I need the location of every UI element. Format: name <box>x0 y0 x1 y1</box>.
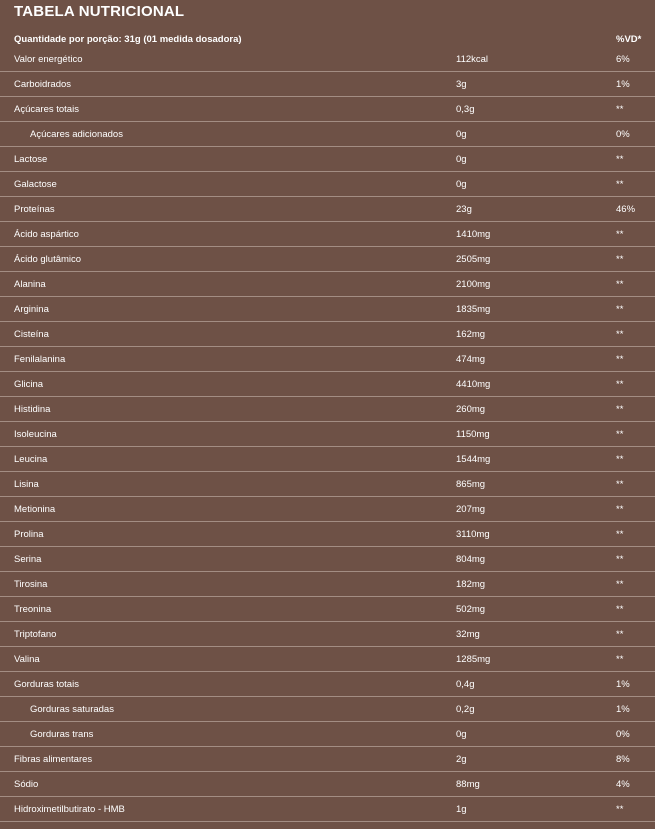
nutrient-name: Leucina <box>14 454 48 465</box>
table-row <box>0 472 655 497</box>
nutrient-daily-value: ** <box>616 304 624 315</box>
nutrient-name: Proteínas <box>14 204 55 215</box>
nutrient-amount: 502mg <box>456 604 486 615</box>
table-title: TABELA NUTRICIONAL <box>14 3 185 20</box>
table-row <box>0 172 655 197</box>
nutrient-daily-value: ** <box>616 254 624 265</box>
table-row <box>0 322 655 347</box>
nutrient-daily-value: ** <box>616 479 624 490</box>
nutrient-name: Histidina <box>14 404 51 415</box>
table-row <box>0 397 655 422</box>
nutrient-daily-value: 8% <box>616 754 630 765</box>
nutrient-amount: 0,4g <box>456 679 475 690</box>
table-row <box>0 597 655 622</box>
nutrient-amount: 112kcal <box>456 54 489 65</box>
table-row <box>0 347 655 372</box>
daily-value-header: %VD* <box>616 34 642 45</box>
nutrient-name: Alanina <box>14 279 46 290</box>
table-row <box>0 522 655 547</box>
serving-size-label: Quantidade por porção: 31g (01 medida dosadora) <box>14 34 242 45</box>
table-row <box>0 772 655 797</box>
nutrient-name: Glicina <box>14 379 44 390</box>
nutrient-daily-value: 1% <box>616 79 630 90</box>
nutrient-daily-value: 4% <box>616 779 630 790</box>
nutrient-name: Cisteína <box>14 329 49 340</box>
nutrient-amount: 1285mg <box>456 654 491 665</box>
nutrient-name: Metionina <box>14 504 56 515</box>
nutrient-daily-value: ** <box>616 229 624 240</box>
nutrient-amount: 1410mg <box>456 229 491 240</box>
nutrient-daily-value: ** <box>616 154 624 165</box>
nutrient-daily-value: ** <box>616 279 624 290</box>
table-row <box>0 47 655 72</box>
nutrient-daily-value: 1% <box>616 679 630 690</box>
nutrient-name: Ácido glutâmico <box>14 254 82 265</box>
nutrient-name: Prolina <box>14 529 44 540</box>
nutrient-daily-value: 0% <box>616 729 630 740</box>
nutrient-daily-value: ** <box>616 804 624 815</box>
table-row <box>0 547 655 572</box>
nutrient-amount: 23g <box>456 204 472 215</box>
nutrient-amount: 865mg <box>456 479 486 490</box>
table-row <box>0 622 655 647</box>
nutrient-name: Hidroximetilbutirato - HMB <box>14 804 125 815</box>
nutrient-amount: 1544mg <box>456 454 491 465</box>
nutrient-amount: 0g <box>456 179 467 190</box>
nutrient-daily-value: ** <box>616 629 624 640</box>
nutrient-daily-value: ** <box>616 504 624 515</box>
nutrient-name: Lisina <box>14 479 39 490</box>
nutrient-name: Açúcares adicionados <box>30 129 123 140</box>
nutrient-daily-value: ** <box>616 454 624 465</box>
nutrient-amount: 474mg <box>456 354 486 365</box>
nutrient-amount: 32mg <box>456 629 480 640</box>
nutrient-amount: 182mg <box>456 579 486 590</box>
nutrient-daily-value: ** <box>616 604 624 615</box>
nutrient-amount: 4410mg <box>456 379 491 390</box>
table-row <box>0 672 655 697</box>
nutrient-amount: 0g <box>456 729 467 740</box>
nutrient-name: Serina <box>14 554 42 565</box>
nutrient-name: Arginina <box>14 304 49 315</box>
nutrient-name: Carboidrados <box>14 79 72 90</box>
nutrient-daily-value: ** <box>616 554 624 565</box>
nutrient-name: Valor energético <box>14 54 83 65</box>
nutrient-amount: 88mg <box>456 779 480 790</box>
table-row <box>0 797 655 822</box>
table-row <box>0 497 655 522</box>
nutrient-name: Tirosina <box>14 579 48 590</box>
nutrient-name: Gorduras totais <box>14 679 79 690</box>
nutrient-daily-value: ** <box>616 579 624 590</box>
table-row <box>0 222 655 247</box>
table-row <box>0 372 655 397</box>
nutrient-name: Isoleucina <box>14 429 57 440</box>
table-row <box>0 572 655 597</box>
nutrient-name: Fibras alimentares <box>14 754 93 765</box>
nutrient-daily-value: 1% <box>616 704 630 715</box>
nutrient-name: Galactose <box>14 179 57 190</box>
nutrient-daily-value: 0% <box>616 129 630 140</box>
nutrient-daily-value: 46% <box>616 204 636 215</box>
nutrient-amount: 0,3g <box>456 104 475 115</box>
nutrient-amount: 0g <box>456 129 467 140</box>
nutrition-rows <box>0 47 655 822</box>
nutrient-name: Fenilalanina <box>14 354 66 365</box>
nutrient-name: Lactose <box>14 154 48 165</box>
nutrient-daily-value: ** <box>616 179 624 190</box>
nutrient-name: Triptofano <box>14 629 57 640</box>
nutrient-amount: 2505mg <box>456 254 491 265</box>
nutrient-daily-value: ** <box>616 404 624 415</box>
table-row <box>0 747 655 772</box>
nutrient-amount: 0,2g <box>456 704 475 715</box>
nutrient-daily-value: 6% <box>616 54 630 65</box>
table-row <box>0 422 655 447</box>
nutrient-name: Gorduras saturadas <box>30 704 114 715</box>
nutrient-amount: 207mg <box>456 504 486 515</box>
nutrient-name: Sódio <box>14 779 39 790</box>
table-row <box>0 447 655 472</box>
nutrient-amount: 804mg <box>456 554 486 565</box>
table-row <box>0 272 655 297</box>
table-row <box>0 297 655 322</box>
nutrient-daily-value: ** <box>616 529 624 540</box>
nutrient-daily-value: ** <box>616 379 624 390</box>
table-row <box>0 72 655 97</box>
table-row <box>0 697 655 722</box>
nutrient-amount: 1g <box>456 804 467 815</box>
nutrient-amount: 1150mg <box>456 429 490 440</box>
nutrient-amount: 3110mg <box>456 529 490 540</box>
nutrient-amount: 2g <box>456 754 467 765</box>
nutrient-amount: 260mg <box>456 404 486 415</box>
nutrient-name: Ácido aspártico <box>14 229 79 240</box>
table-row <box>0 647 655 672</box>
nutrient-name: Valina <box>14 654 40 665</box>
table-header <box>0 31 655 47</box>
nutrient-daily-value: ** <box>616 654 624 665</box>
nutrient-amount: 162mg <box>456 329 486 340</box>
nutrient-daily-value: ** <box>616 104 624 115</box>
table-row <box>0 197 655 222</box>
nutrient-name: Açúcares totais <box>14 104 79 115</box>
nutrient-amount: 1835mg <box>456 304 491 315</box>
nutrient-name: Gorduras trans <box>30 729 94 740</box>
table-row <box>0 147 655 172</box>
table-row <box>0 722 655 747</box>
nutrient-daily-value: ** <box>616 354 624 365</box>
table-row <box>0 247 655 272</box>
nutrient-daily-value: ** <box>616 329 624 340</box>
table-row <box>0 122 655 147</box>
nutrient-amount: 3g <box>456 79 467 90</box>
nutrient-amount: 2100mg <box>456 279 491 290</box>
nutrient-daily-value: ** <box>616 429 624 440</box>
table-row <box>0 97 655 122</box>
nutrient-name: Treonina <box>14 604 52 615</box>
nutrient-amount: 0g <box>456 154 467 165</box>
